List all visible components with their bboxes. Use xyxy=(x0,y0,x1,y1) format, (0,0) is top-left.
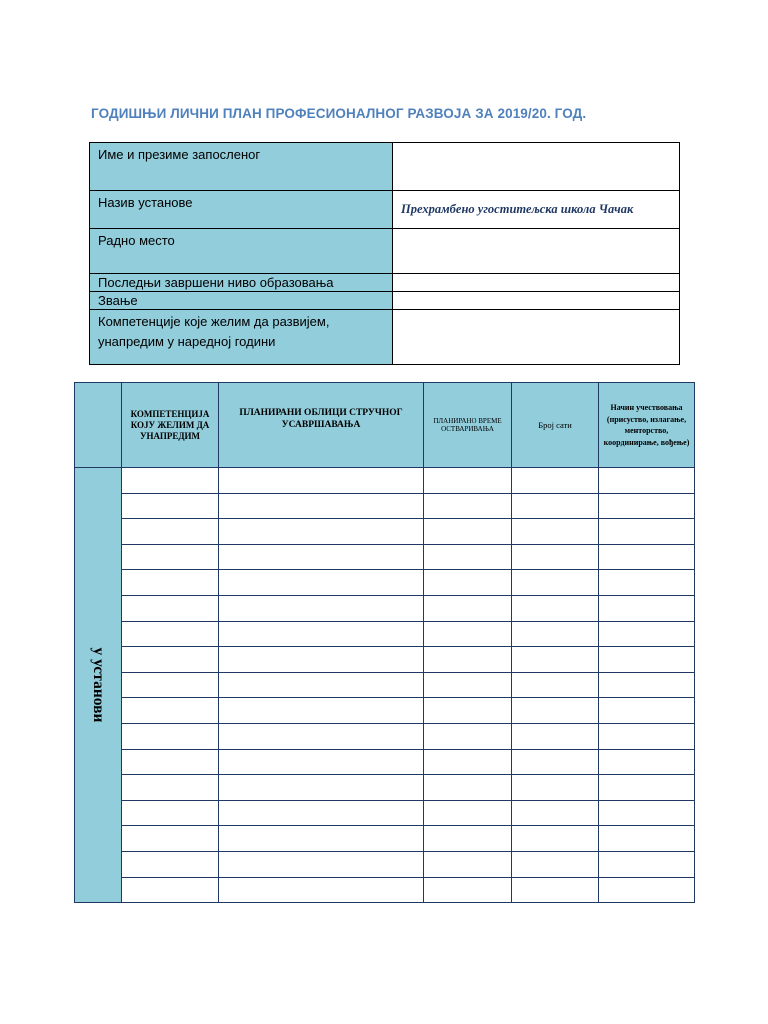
table-cell[interactable] xyxy=(424,544,512,570)
table-cell[interactable] xyxy=(219,826,424,852)
table-row xyxy=(75,468,695,494)
table-cell[interactable] xyxy=(219,647,424,673)
table-cell[interactable] xyxy=(599,826,695,852)
table-cell[interactable] xyxy=(122,775,219,801)
table-cell[interactable] xyxy=(219,544,424,570)
side-label: у установи xyxy=(90,647,107,723)
table-cell[interactable] xyxy=(122,672,219,698)
table-cell[interactable] xyxy=(512,749,599,775)
table-row xyxy=(75,647,695,673)
table-row xyxy=(75,570,695,596)
table-cell[interactable] xyxy=(219,493,424,519)
table-cell[interactable] xyxy=(219,800,424,826)
table-cell[interactable] xyxy=(512,723,599,749)
table-cell[interactable] xyxy=(424,519,512,545)
header-planned-time: ПЛАНИРАНО ВРЕМЕ ОСТВАРИВАЊА xyxy=(424,383,512,468)
table-row xyxy=(75,877,695,903)
table-row xyxy=(75,800,695,826)
table-cell[interactable] xyxy=(122,493,219,519)
table-cell[interactable] xyxy=(219,519,424,545)
table-cell[interactable] xyxy=(219,723,424,749)
table-cell[interactable] xyxy=(599,519,695,545)
table-cell[interactable] xyxy=(122,800,219,826)
table-cell[interactable] xyxy=(424,775,512,801)
header-participation-mode: Начин учествовања (присуство, излагање, менторство, координирање, вођење) xyxy=(599,383,695,468)
table-cell[interactable] xyxy=(122,723,219,749)
table-cell[interactable] xyxy=(424,595,512,621)
table-cell[interactable] xyxy=(512,468,599,494)
table-cell[interactable] xyxy=(424,800,512,826)
corner-header-cell xyxy=(75,383,122,468)
employee-info-table xyxy=(89,142,680,365)
header-competency: КОМПЕТЕНЦИЈА КОЈУ ЖЕЛИМ ДА УНАПРЕДИМ xyxy=(122,383,219,468)
table-cell[interactable] xyxy=(424,647,512,673)
table-cell[interactable] xyxy=(219,698,424,724)
position-field[interactable] xyxy=(393,229,680,274)
table-cell[interactable] xyxy=(219,570,424,596)
title-rank-field[interactable] xyxy=(393,292,680,310)
table-cell[interactable] xyxy=(424,570,512,596)
competencies-field[interactable] xyxy=(393,310,680,365)
table-row xyxy=(75,493,695,519)
table-cell[interactable] xyxy=(599,595,695,621)
table-cell[interactable] xyxy=(122,647,219,673)
table-cell[interactable] xyxy=(424,621,512,647)
table-row xyxy=(75,544,695,570)
table-cell[interactable] xyxy=(512,621,599,647)
table-cell[interactable] xyxy=(424,672,512,698)
table-cell[interactable] xyxy=(219,468,424,494)
table-cell[interactable] xyxy=(219,672,424,698)
table-cell[interactable] xyxy=(599,672,695,698)
table-cell[interactable] xyxy=(219,851,424,877)
table-cell[interactable] xyxy=(599,723,695,749)
table-cell[interactable] xyxy=(512,826,599,852)
label-title-rank: Звање xyxy=(90,292,393,310)
table-row xyxy=(75,775,695,801)
table-cell[interactable] xyxy=(512,493,599,519)
table-cell[interactable] xyxy=(512,877,599,903)
table-cell[interactable] xyxy=(122,468,219,494)
table-cell[interactable] xyxy=(424,826,512,852)
table-cell[interactable] xyxy=(512,851,599,877)
table-row xyxy=(75,519,695,545)
label-competencies: Компетенције које желим да развијем, унапредим у наредној години xyxy=(90,310,393,365)
table-cell[interactable] xyxy=(122,570,219,596)
label-position: Радно место xyxy=(90,229,393,274)
table-cell[interactable] xyxy=(599,544,695,570)
table-cell[interactable] xyxy=(122,826,219,852)
label-institution: Назив установе xyxy=(90,191,393,229)
table-row xyxy=(75,749,695,775)
table-cell[interactable] xyxy=(512,775,599,801)
full-name-field[interactable] xyxy=(393,143,680,191)
table-row xyxy=(75,723,695,749)
table-cell[interactable] xyxy=(512,647,599,673)
table-cell[interactable] xyxy=(599,570,695,596)
table-cell[interactable] xyxy=(122,544,219,570)
table-cell[interactable] xyxy=(219,621,424,647)
table-cell[interactable] xyxy=(122,595,219,621)
table-cell[interactable] xyxy=(512,595,599,621)
development-plan-table xyxy=(74,382,695,903)
table-cell[interactable] xyxy=(512,698,599,724)
header-planned-forms: ПЛАНИРАНИ ОБЛИЦИ СТРУЧНОГ УСАВРШАВАЊА xyxy=(219,383,424,468)
table-cell[interactable] xyxy=(599,800,695,826)
table-cell[interactable] xyxy=(219,775,424,801)
table-row xyxy=(75,595,695,621)
table-cell[interactable] xyxy=(219,749,424,775)
table-cell[interactable] xyxy=(599,621,695,647)
document-title: ГОДИШЊИ ЛИЧНИ ПЛАН ПРОФЕСИОНАЛНОГ РАЗВОЈА ЗА 2019/20. ГОД. xyxy=(91,106,587,121)
table-row xyxy=(75,851,695,877)
table-cell[interactable] xyxy=(424,468,512,494)
table-cell[interactable] xyxy=(122,851,219,877)
table-cell[interactable] xyxy=(512,672,599,698)
table-cell[interactable] xyxy=(122,621,219,647)
table-cell[interactable] xyxy=(599,851,695,877)
table-cell[interactable] xyxy=(512,519,599,545)
table-cell[interactable] xyxy=(424,749,512,775)
table-row xyxy=(75,698,695,724)
table-cell[interactable] xyxy=(122,749,219,775)
table-cell[interactable] xyxy=(599,877,695,903)
table-cell[interactable] xyxy=(122,877,219,903)
table-cell[interactable] xyxy=(512,800,599,826)
table-row xyxy=(75,672,695,698)
table-cell[interactable] xyxy=(599,698,695,724)
table-cell[interactable] xyxy=(424,877,512,903)
table-cell[interactable] xyxy=(599,775,695,801)
table-cell[interactable] xyxy=(219,877,424,903)
table-cell[interactable] xyxy=(122,519,219,545)
table-cell[interactable] xyxy=(599,493,695,519)
table-cell[interactable] xyxy=(599,647,695,673)
table-cell[interactable] xyxy=(122,698,219,724)
table-cell[interactable] xyxy=(599,749,695,775)
institution-field[interactable]: Прехрамбено угоститељска школа Чачак xyxy=(393,191,680,229)
label-full-name: Име и презиме запосленог xyxy=(90,143,393,191)
table-cell[interactable] xyxy=(424,723,512,749)
table-cell[interactable] xyxy=(512,544,599,570)
table-cell[interactable] xyxy=(424,698,512,724)
table-row xyxy=(75,621,695,647)
label-education: Последњи завршени ниво образовања xyxy=(90,274,393,292)
table-cell[interactable] xyxy=(424,851,512,877)
header-hours: Број сати xyxy=(512,383,599,468)
table-row xyxy=(75,826,695,852)
table-cell[interactable] xyxy=(512,570,599,596)
education-field[interactable] xyxy=(393,274,680,292)
table-cell[interactable] xyxy=(219,595,424,621)
table-cell[interactable] xyxy=(599,468,695,494)
table-cell[interactable] xyxy=(424,493,512,519)
side-label-cell xyxy=(75,468,122,903)
